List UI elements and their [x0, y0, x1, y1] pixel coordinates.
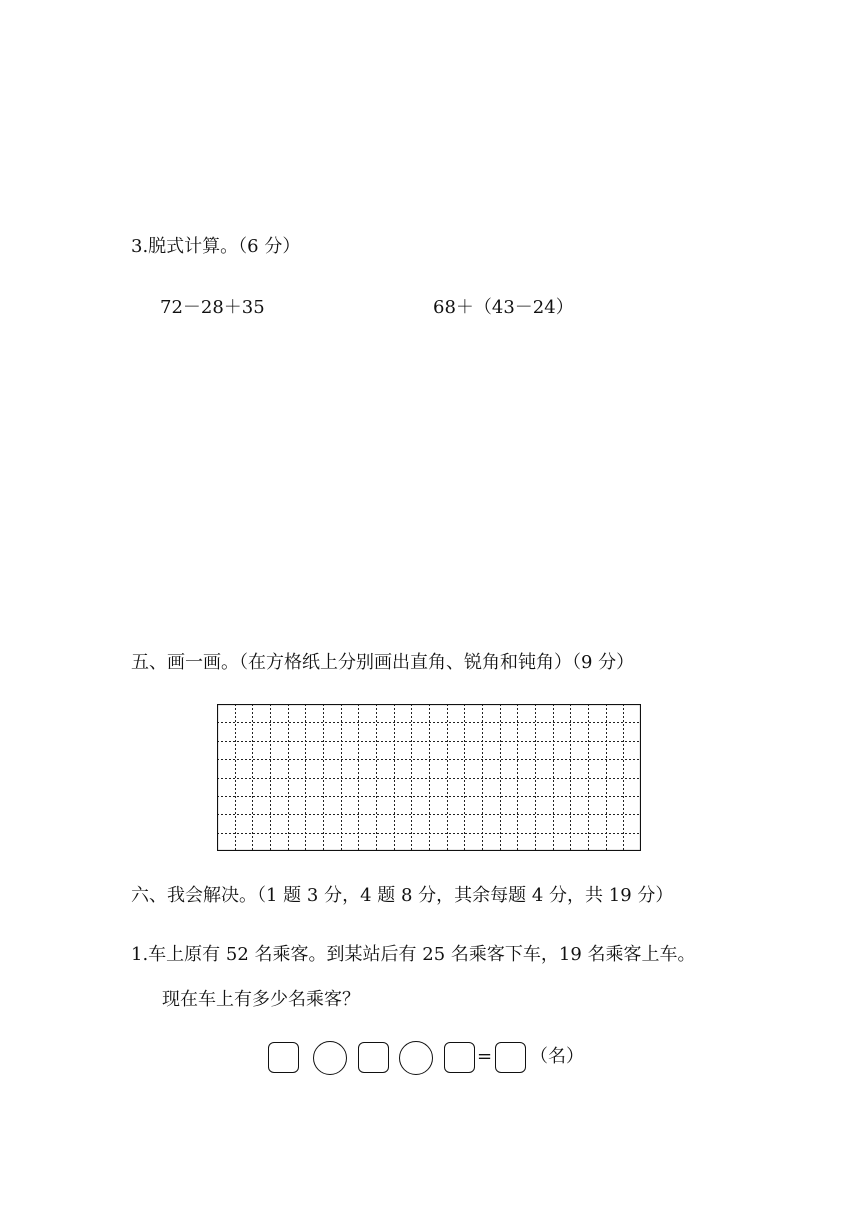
equation-template [268, 1040, 598, 1076]
question1-line1: 1.车上原有 52 名乘客。到某站后有 25 名乘客下车，19 名乘客上车。 [131, 944, 696, 965]
equals-sign: = [477, 1046, 493, 1067]
grid-svg[interactable] [217, 704, 641, 851]
section6-title: 六、我会解决。（1 题 3 分，4 题 8 分，其余每题 4 分，共 19 分） [131, 885, 674, 906]
problem-2: 68＋（43－24） [433, 297, 574, 318]
section5-title: 五、画一画。（在方格纸上分别画出直角、锐角和钝角）（9 分） [131, 652, 635, 673]
operator-circle-1[interactable] [313, 1041, 347, 1075]
square-grid-paper[interactable] [217, 704, 641, 851]
answer-box-1[interactable] [268, 1042, 299, 1073]
result-box[interactable] [495, 1042, 526, 1073]
operator-circle-2[interactable] [399, 1041, 433, 1075]
question1-line2: 现在车上有多少名乘客？ [162, 989, 360, 1010]
answer-box-2[interactable] [358, 1042, 389, 1073]
answer-box-3[interactable] [444, 1042, 475, 1073]
problem-1: 72－28＋35 [160, 297, 265, 318]
section3-title: 3.脱式计算。（6 分） [131, 236, 301, 257]
unit-label: （名） [530, 1046, 584, 1067]
